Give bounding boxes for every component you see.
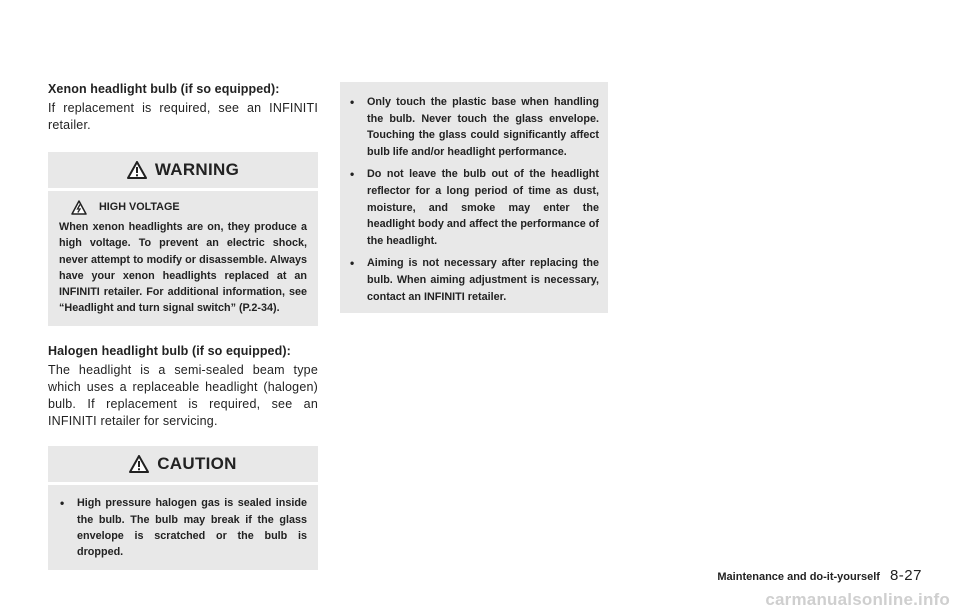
caution-header	[48, 446, 318, 482]
high-voltage-subhead	[59, 199, 307, 215]
high-voltage-icon	[71, 200, 87, 215]
caution-title: CAUTION	[157, 454, 237, 474]
warning-item: • Only touch the plastic base when handling the bulb. Never touch the glass envelope. Touching the glass could significantly affect bulb life and/or headlight performance.	[349, 94, 599, 160]
page-number: 8-27	[889, 567, 922, 584]
caution-list	[59, 495, 307, 560]
page-footer	[717, 567, 922, 584]
halogen-text: The headlight is a semi-sealed beam type which uses a replaceable headlight (halogen) bulb. If replacement is required, see an INFINITI retailer for servicing.	[48, 363, 318, 429]
warning-body	[48, 191, 318, 326]
section-title: Maintenance and do-it-yourself	[717, 571, 880, 583]
caution-body	[48, 485, 318, 570]
caution-triangle-icon	[129, 455, 149, 473]
warning-text: When xenon headlights are on, they produce a high voltage. To prevent an electric shock, never attempt to modify or disassemble. Always have your xenon headlights replaced at an INFINITI retailer. For additional information, see “Headlight and turn signal switch” (P.2-34).	[59, 221, 307, 315]
caution-item: • High pressure halogen gas is sealed inside the bulb. The bulb may break if the glass envelope is scratched or the bulb is dropped.	[59, 495, 307, 560]
watermark: carmanualsonline.info	[765, 590, 950, 609]
warning-box	[48, 152, 318, 326]
warning-continued-list	[349, 94, 599, 305]
right-column	[340, 82, 608, 313]
left-column	[48, 82, 318, 570]
high-voltage-label: HIGH VOLTAGE	[99, 201, 180, 213]
warning-triangle-icon	[127, 161, 147, 179]
warning-header	[48, 152, 318, 188]
caution-box	[48, 446, 318, 570]
xenon-text: If replacement is required, see an INFINITI retailer.	[48, 101, 318, 132]
xenon-heading: Xenon headlight bulb (if so equipped):	[48, 82, 280, 96]
halogen-heading: Halogen headlight bulb (if so equipped):	[48, 344, 291, 359]
warning-item: • Aiming is not necessary after replacing the bulb. When aiming adjustment is necessary, contact an INFINITI retailer.	[349, 255, 599, 305]
warning-continued-box	[340, 82, 608, 313]
warning-title: WARNING	[154, 160, 240, 179]
warning-item: • Do not leave the bulb out of the headlight reflector for a long period of time as dust, moisture, and smoke may enter the headlight body and affect the performance of the headlight.	[349, 166, 599, 249]
